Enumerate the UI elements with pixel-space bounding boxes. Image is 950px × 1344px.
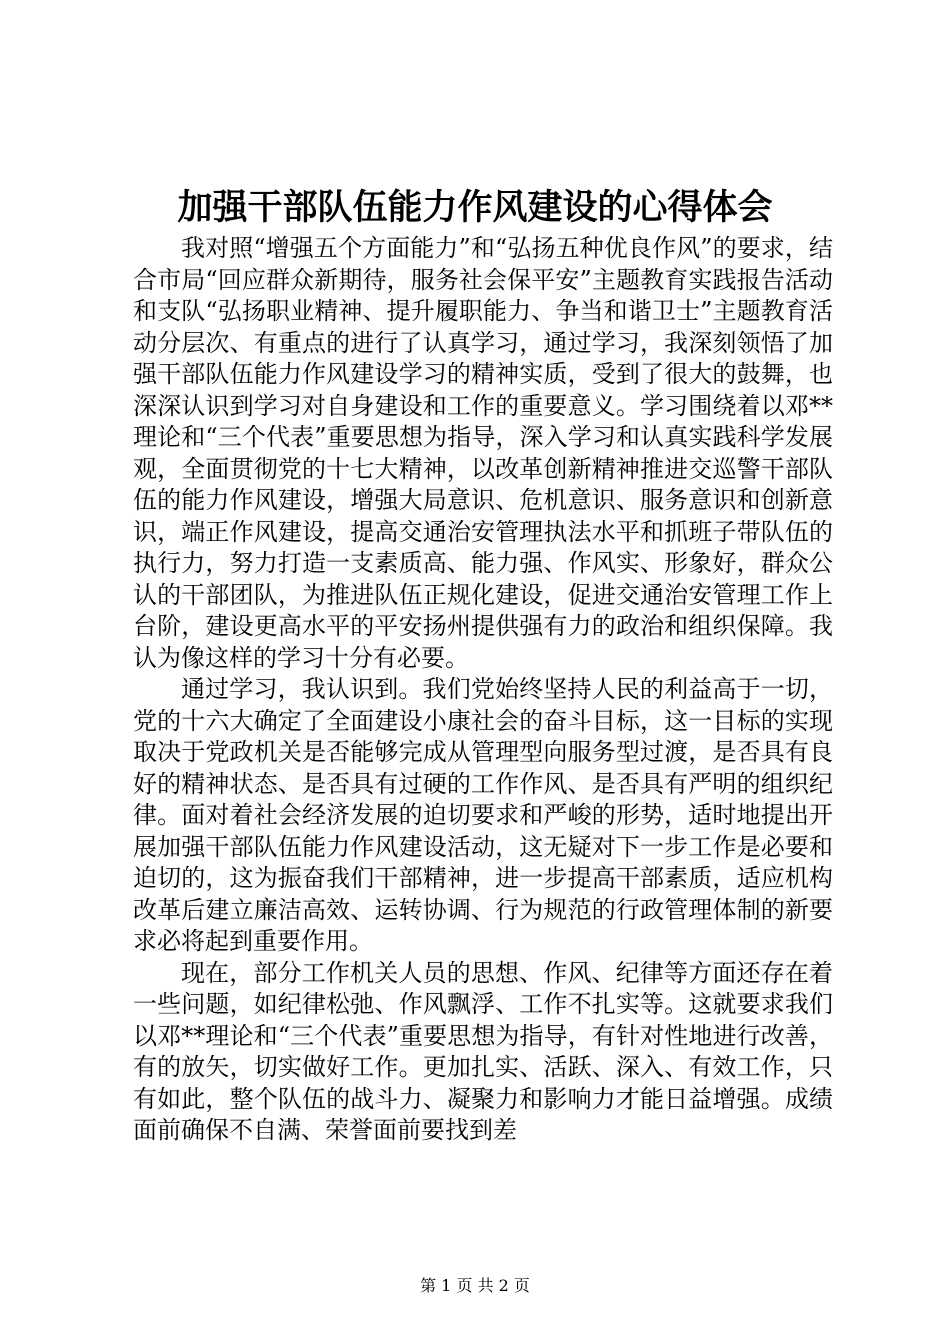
page-number-footer: 第 1 页 共 2 页 xyxy=(420,1276,530,1295)
paragraph-1: 我对照“增强五个方面能力”和“弘扬五种优良作风”的要求，结合市局“回应群众新期待，服务社会保平安”主题教育实践报告活动和支队“弘扬职业精神、提升履职能力、争当和谐卫士”主题教育活动分层次、有重点的进行了认真学习，通过学习，我深刻领悟了加强干部队伍能力作风建设学习的精神实质，受到了很大的鼓舞，也深深认识到学习对自身建设和工作的重要意义。学习围绕着以邓**理论和“三个代表”重要思想为指导，深入学习和认真实践科学发展观，全面贯彻党的十七大精神，以改革创新精神推进交巡警干部队伍的能力作风建设，增强大局意识、危机意识、服务意识和创新意识，端正作风建设，提高交通治安管理执法水平和抓班子带队伍的执行力，努力打造一支素质高、能力强、作风实、形象好，群众公认的干部团队，为推进队伍正规化建设，促进交通治安管理工作上台阶，建设更高水平的平安扬州提供强有力的政治和组织保障。我认为像这样的学习十分有必要。 xyxy=(133,234,833,672)
paragraph-2: 通过学习，我认识到。我们党始终坚持人民的利益高于一切，党的十六大确定了全面建设小康社会的奋斗目标，这一目标的实现取决于党政机关是否能够完成从管理型向服务型过渡，是否具有良好的精神状态、是否具有过硬的工作作风、是否具有严明的组织纪律。面对着社会经济发展的迫切要求和严峻的形势，适时地提出开展加强干部队伍能力作风建设活动，这无疑对下一步工作是必要和迫切的，这为振奋我们干部精神，进一步提高干部素质，适应机构改革后建立廉洁高效、运转协调、行为规范的行政管理体制的新要求必将起到重要作用。 xyxy=(133,675,833,955)
document-body xyxy=(133,233,833,1147)
document-title: 加强干部队伍能力作风建设的心得体会 xyxy=(177,187,773,228)
paragraph-3: 现在，部分工作机关人员的思想、作风、纪律等方面还存在着一些问题，如纪律松弛、作风飘浮、工作不扎实等。这就要求我们以邓**理论和“三个代表”重要思想为指导，有针对性地进行改善，有的放矢，切实做好工作。更加扎实、活跃、深入、有效工作，只有如此，整个队伍的战斗力、凝聚力和影响力才能日益增强。成绩面前确保不自满、荣誉面前要找到差 xyxy=(133,958,833,1144)
